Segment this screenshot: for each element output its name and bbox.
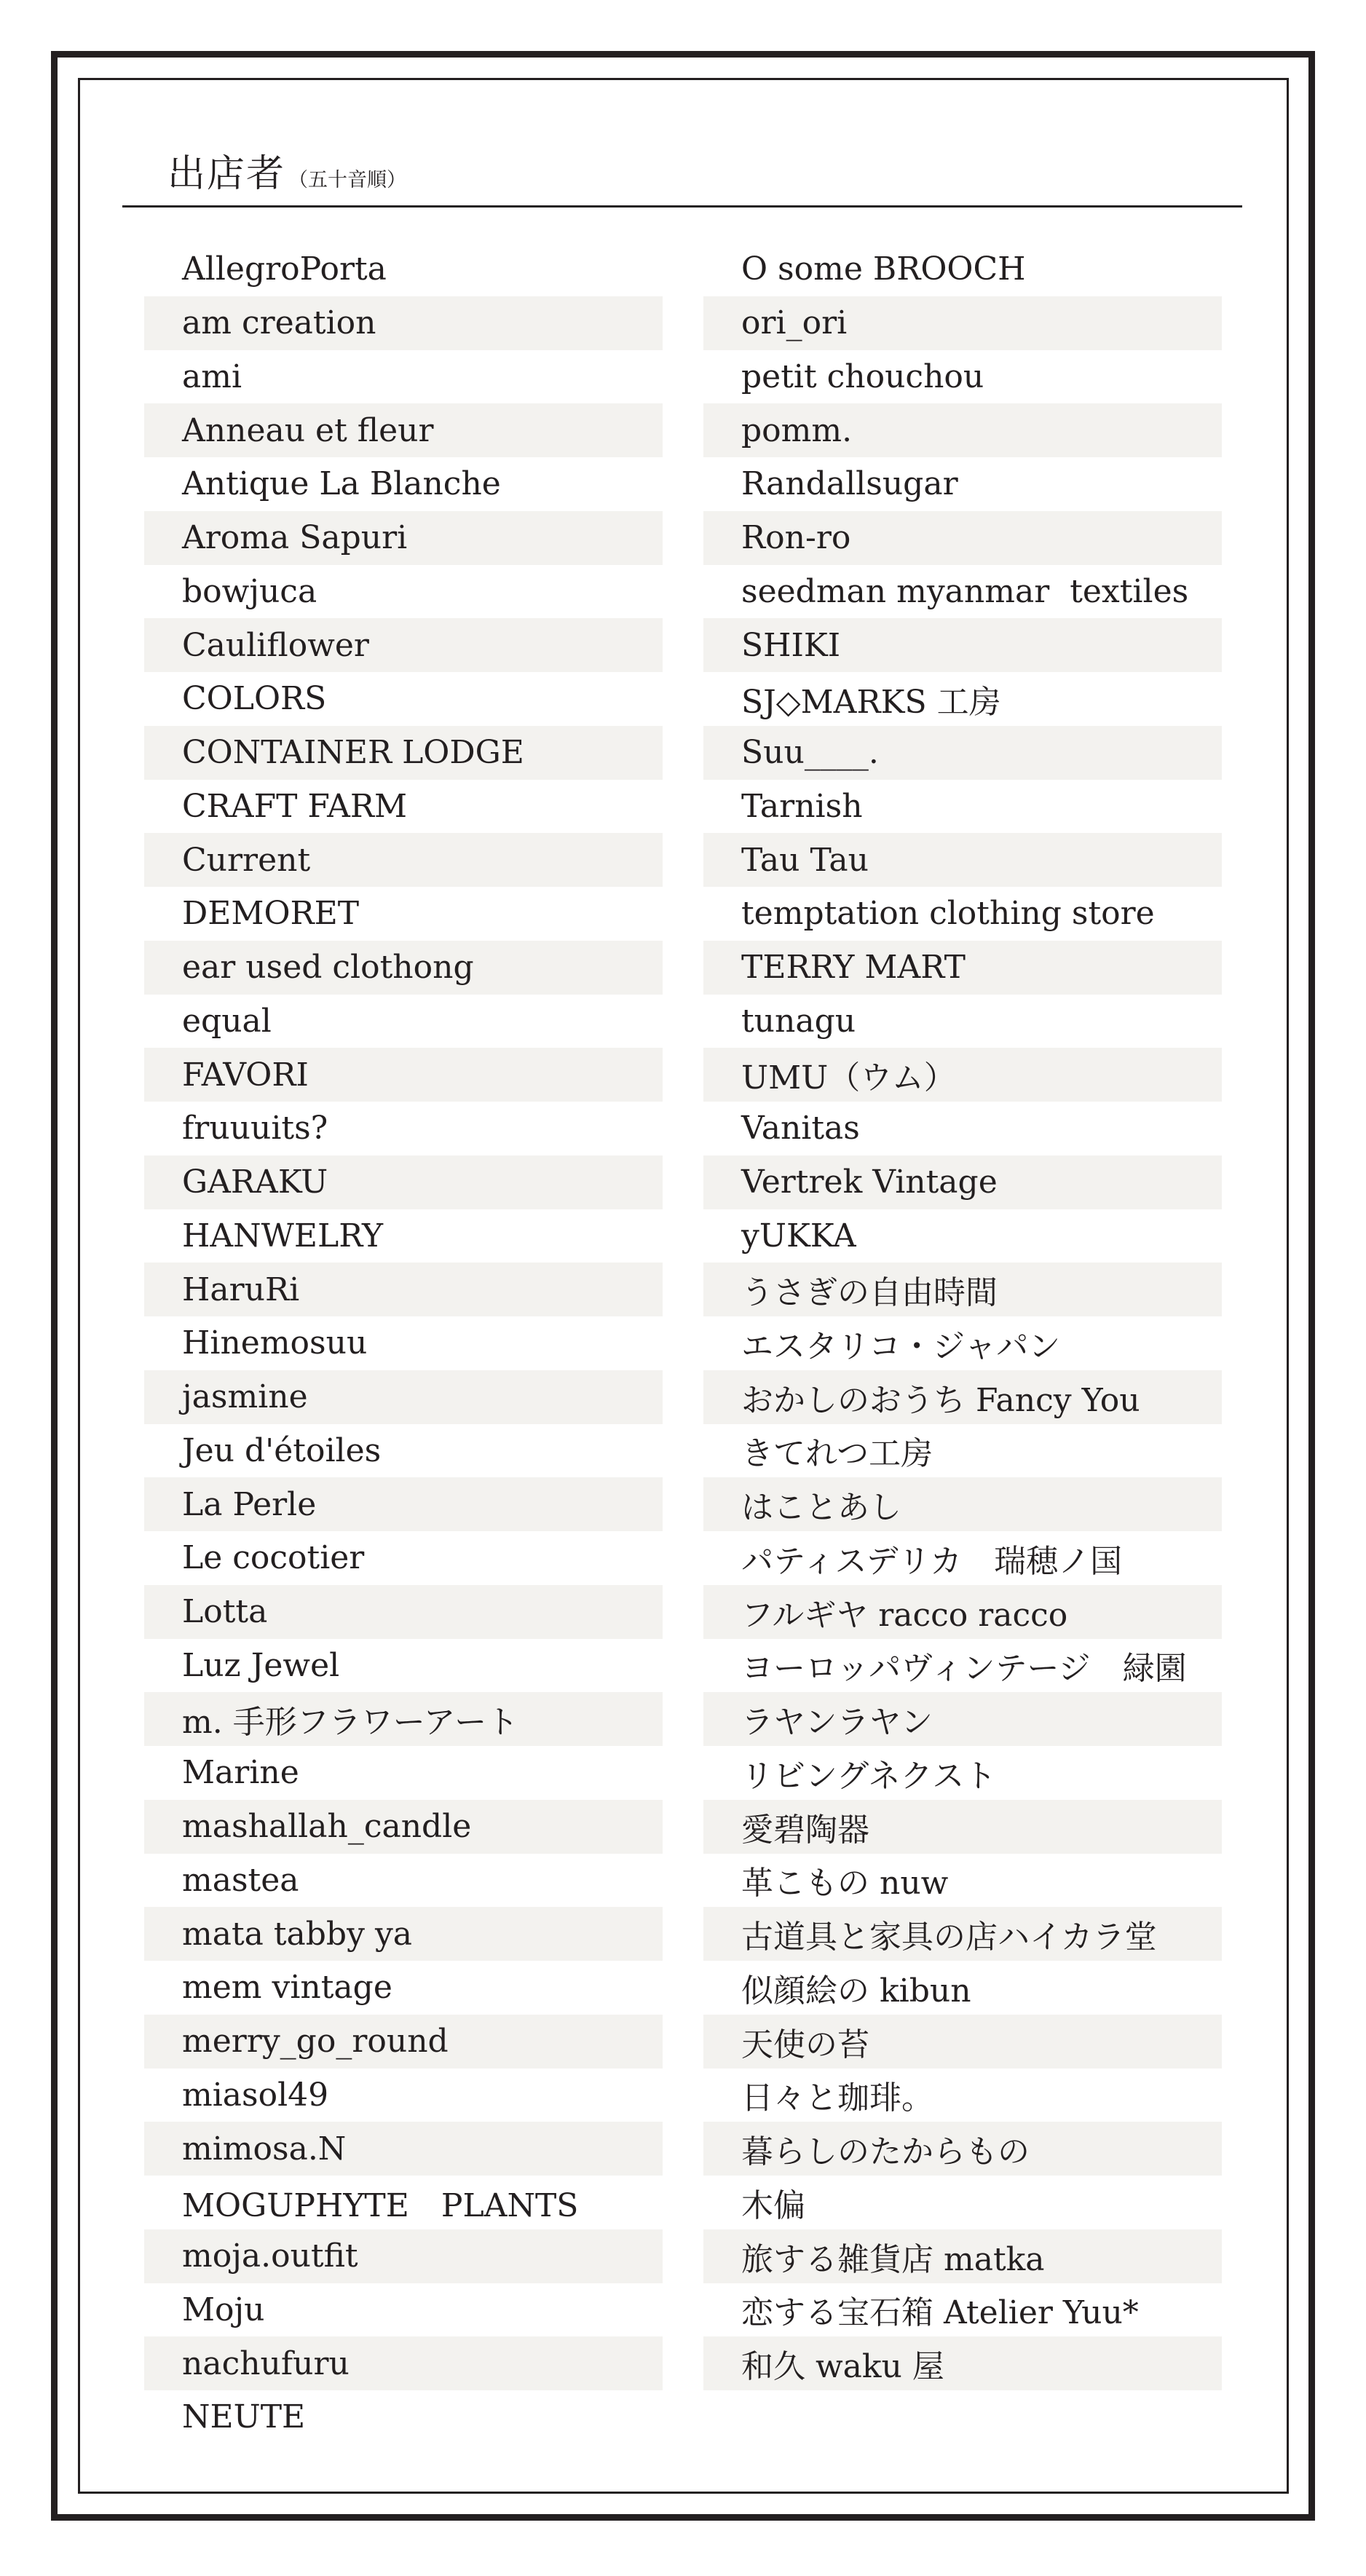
- vendor-list-item: 日々と珈琲。: [741, 2079, 933, 2117]
- vendor-list-item: La Perle: [144, 1477, 663, 1531]
- vendor-list-item: miasol49: [182, 2076, 329, 2114]
- vendor-list-item: CRAFT FARM: [182, 787, 408, 825]
- vendor-list-item: SJ◇MARKS 工房: [741, 683, 1001, 721]
- page-title: 出店者: [167, 152, 286, 196]
- vendor-list-item: ami: [182, 357, 242, 395]
- vendor-list-item: Vertrek Vintage: [703, 1155, 1222, 1209]
- vendor-list-item: 旅する雑貨店 matka: [703, 2229, 1222, 2283]
- vendor-list-item: Moju: [182, 2291, 265, 2328]
- vendor-list-item: Current: [144, 833, 663, 887]
- vendor-list-item: Vanitas: [741, 1110, 860, 1147]
- vendor-list-item: COLORS: [182, 680, 327, 718]
- vendor-list-item: 和久 waku 屋: [703, 2336, 1222, 2390]
- vendor-list-item: moja.outfit: [144, 2229, 663, 2283]
- vendor-list-item: fruuuits?: [182, 1110, 328, 1147]
- page-subtitle: （五十音順）: [288, 169, 407, 191]
- vendor-list-item: FAVORI: [144, 1048, 663, 1102]
- vendor-list-item: ori_ori: [703, 296, 1222, 350]
- vendor-list-item: mastea: [182, 1861, 299, 1899]
- vendor-list-item: SHIKI: [703, 618, 1222, 672]
- vendor-list-item: bowjuca: [182, 572, 317, 610]
- vendor-list-item: DEMORET: [182, 895, 360, 933]
- vendor-list-item: パティスデリカ 瑞穂ノ国: [741, 1542, 1123, 1580]
- vendor-list-item: O some BROOCH: [741, 250, 1026, 288]
- vendor-list-item: Tarnish: [741, 787, 863, 825]
- vendor-list-item: 似顔絵の kibun: [741, 1972, 971, 2010]
- vendor-list-item: Aroma Sapuri: [144, 511, 663, 565]
- vendor-list-item: フルギヤ racco racco: [703, 1585, 1222, 1639]
- vendor-list-item: Tau Tau: [703, 833, 1222, 887]
- vendor-list-item: Marine: [182, 1754, 299, 1792]
- vendor-list-item: 恋する宝石箱 Atelier Yuu*: [741, 2294, 1139, 2332]
- vendor-list-item: ラヤンラヤン: [703, 1692, 1222, 1746]
- vendor-list-item: リビングネクスト: [741, 1757, 997, 1795]
- vendor-list-item: TERRY MART: [703, 941, 1222, 995]
- vendor-list-item: Randallsugar: [741, 465, 958, 503]
- vendor-list-right: [703, 242, 1222, 2390]
- vendor-list-item: 古道具と家具の店ハイカラ堂: [703, 1907, 1222, 1961]
- vendor-list-item: Le cocotier: [182, 1539, 365, 1577]
- vendor-list-item: pomm.: [703, 403, 1222, 457]
- vendor-list-item: am creation: [144, 296, 663, 350]
- vendor-list-item: MOGUPHYTE PLANTS: [182, 2186, 579, 2224]
- vendor-list-item: 暮らしのたからもの: [703, 2122, 1222, 2176]
- vendor-list-item: mashallah_candle: [144, 1800, 663, 1854]
- vendor-list-item: ヨーロッパヴィンテージ 緑園: [741, 1650, 1187, 1688]
- vendor-list-item: Suu____.: [703, 726, 1222, 780]
- vendor-list-item: Anneau et fleur: [144, 403, 663, 457]
- vendor-list-item: equal: [182, 1002, 272, 1040]
- vendor-list-item: 愛碧陶器: [703, 1800, 1222, 1854]
- vendor-list-item: mata tabby ya: [144, 1907, 663, 1961]
- vendor-list-item: HaruRi: [144, 1263, 663, 1316]
- vendor-list-item: CONTAINER LODGE: [144, 726, 663, 780]
- vendor-list-item: エスタリコ・ジャパン: [741, 1327, 1061, 1365]
- vendor-list-item: きてれつ工房: [741, 1435, 933, 1473]
- vendor-list-item: GARAKU: [144, 1155, 663, 1209]
- vendor-list-item: temptation clothing store: [741, 895, 1155, 933]
- vendor-list-item: tunagu: [741, 1002, 856, 1040]
- vendor-list-item: jasmine: [144, 1370, 663, 1424]
- vendor-list-item: HANWELRY: [182, 1217, 384, 1255]
- vendor-list-item: nachufuru: [144, 2336, 663, 2390]
- vendor-list-item: UMU（ウム）: [703, 1048, 1222, 1102]
- vendor-list-item: 天使の苔: [703, 2015, 1222, 2069]
- vendor-list-item: merry_go_round: [144, 2015, 663, 2069]
- vendor-list-item: おかしのおうち Fancy You: [703, 1370, 1222, 1424]
- vendor-list-item: Luz Jewel: [182, 1646, 340, 1684]
- vendor-list-item: Hinemosuu: [182, 1324, 368, 1362]
- vendor-list-item: はことあし: [703, 1477, 1222, 1531]
- header-divider: [122, 205, 1242, 208]
- vendor-list-item: Antique La Blanche: [182, 465, 501, 503]
- vendor-list-item: seedman myanmar textiles: [741, 572, 1189, 610]
- vendor-list-item: Lotta: [144, 1585, 663, 1639]
- vendor-list-item: 木偏: [741, 2186, 805, 2224]
- vendor-list-item: mimosa.N: [144, 2122, 663, 2176]
- vendor-list-left: [144, 242, 663, 2444]
- vendor-list-item: m. 手形フラワーアート: [144, 1692, 663, 1746]
- vendor-list-item: 革こもの nuw: [741, 1865, 949, 1903]
- vendor-list-item: Jeu d'étoiles: [182, 1431, 382, 1469]
- vendor-list-item: AllegroPorta: [182, 250, 387, 288]
- vendor-list-item: Ron-ro: [703, 511, 1222, 565]
- vendor-list-item: mem vintage: [182, 1969, 392, 2007]
- vendor-list-item: Cauliflower: [144, 618, 663, 672]
- vendor-list-item: petit chouchou: [741, 357, 984, 395]
- vendor-list-item: ear used clothong: [144, 941, 663, 995]
- vendor-list-item: うさぎの自由時間: [703, 1263, 1222, 1316]
- vendor-list-item: NEUTE: [182, 2398, 306, 2436]
- vendor-list-item: yUKKA: [741, 1217, 856, 1255]
- header: [167, 143, 406, 197]
